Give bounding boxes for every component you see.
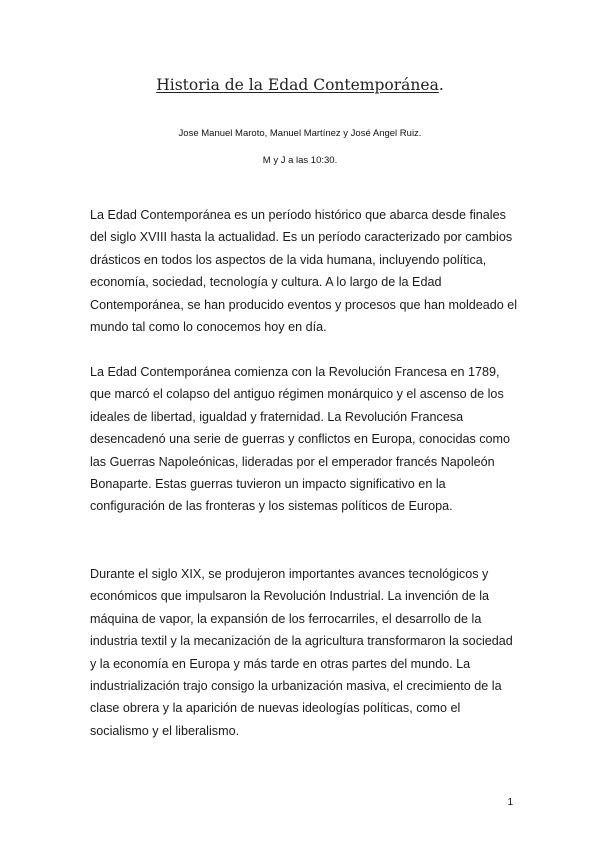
page-number: 1 — [507, 797, 513, 808]
paragraph-3: Durante el siglo XIX, se produjeron importantes avances tecnológicos y económicos que impulsaron la Revolución Industrial. La invención de la máquina de vapor, la expansión de los ferrocarriles, el desarrollo de la industria textil y la mecanización de la agricultura transformaron la sociedad y la economía en Europa y más tarde en otras partes del mundo. La industrialización trajo consigo la urbanización masiva, el crecimiento de la clase obrera y la aparición de nuevas ideologías políticas, como el socialismo y el liberalismo. — [90, 567, 513, 738]
page-title — [0, 76, 600, 94]
paragraph-1: La Edad Contemporánea es un período histórico que abarca desde finales del siglo XVIII hasta la actualidad. Es un período caracterizado por cambios drásticos en todos los aspectos de la vida humana, incluyendo política, economía, sociedad, tecnología y cultura. A lo largo de la Edad Contemporánea, se han producido eventos y procesos que han moldeado el mundo tal como lo conocemos hoy en día. — [90, 208, 518, 335]
authors-line: Jose Manuel Maroto, Manuel Martínez y José Angel Ruiz. — [178, 128, 422, 139]
paragraph-2: La Edad Contemporánea comienza con la Revolución Francesa en 1789, que marcó el colapso del antiguo régimen monárquico y el ascenso de los ideales de libertad, igualdad y fraternidad. La Revolución Francesa desencadenó una serie de guerras y conflictos en Europa, conocidas como las Guerras Napoleónicas, lideradas por el emperador francés Napoleón Bonaparte. Estas guerras tuvieron un impacto significativo en la configuración de las fronteras y los sistemas políticos de Europa. — [90, 365, 511, 514]
title-text: Historia de la Edad Contemporánea — [156, 76, 439, 94]
schedule-line: M y J a las 10:30. — [262, 155, 338, 166]
title-period: . — [438, 76, 444, 94]
